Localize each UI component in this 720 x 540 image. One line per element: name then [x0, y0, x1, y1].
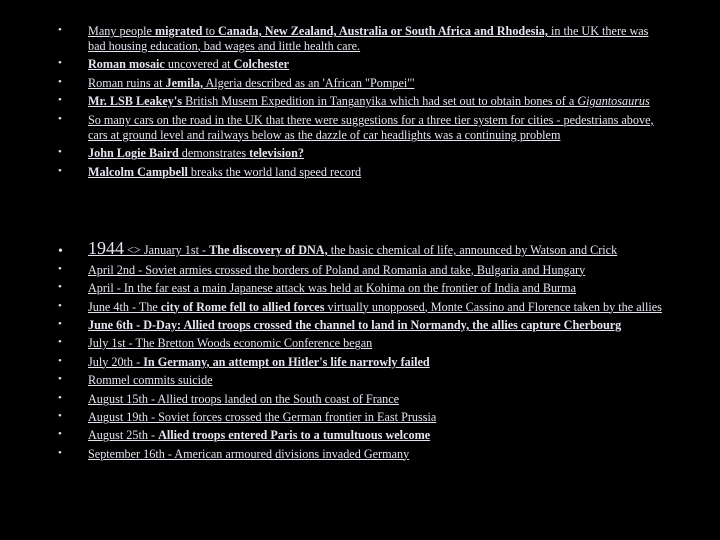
list-item — [0, 410, 720, 425]
bullet-icon: • — [58, 299, 62, 312]
list-item — [0, 165, 720, 180]
text-segment: The discovery of DNA, — [209, 243, 328, 257]
text-segment: Jemila, — [165, 75, 204, 90]
list-item — [0, 94, 720, 109]
text-segment: demonstrates — [178, 146, 250, 161]
events-list-1944 — [0, 240, 720, 465]
text-segment: June 6th - D-Day: Allied troops crossed the channel to land in Normandy, the allies capture Cherbourg — [88, 317, 622, 332]
bullet-icon: • — [58, 112, 62, 125]
text-segment: in the UK there was bad housing education, bad wages and little health care. — [88, 24, 649, 53]
text-segment: August 25th - — [88, 428, 159, 443]
bullet-icon: • — [58, 24, 62, 36]
list-item-text[interactable] — [88, 318, 668, 333]
bullet-icon: • — [58, 146, 62, 159]
list-item-text[interactable] — [88, 76, 668, 91]
list-item — [0, 146, 720, 161]
text-segment: August 15th - Allied troops landed on the South coast of France — [88, 391, 400, 406]
bullet-icon: • — [58, 446, 62, 459]
bullet-icon: • — [58, 391, 62, 404]
text-segment: In Germany, an attempt on Hitler's life narrowly failed — [143, 354, 430, 369]
list-item — [0, 24, 720, 53]
text-segment: virtually unopposed, Monte Cassino and Florence taken by the allies — [324, 299, 662, 314]
text-segment: April 2nd - Soviet armies crossed the borders of Poland and Romania and take, Bulgaria and Hungary — [88, 262, 586, 277]
text-segment: July 1st - The Bretton Woods economic Conference began — [88, 336, 373, 351]
text-segment: Roman mosaic — [88, 57, 165, 72]
text-segment: <> January 1st - — [124, 243, 210, 257]
text-segment: Mr. LSB Leakey's — [88, 94, 183, 109]
list-item — [0, 428, 720, 443]
bullet-icon: • — [58, 373, 62, 386]
list-item — [0, 76, 720, 91]
text-segment: September 16th - American armoured divisions invaded Germany — [88, 446, 410, 461]
text-segment: Allied troops entered Paris to a tumultuous welcome — [158, 428, 431, 443]
bullet-icon: • — [58, 354, 62, 367]
list-item-text[interactable] — [88, 24, 668, 53]
text-segment: Rommel commits suicide — [88, 373, 213, 388]
text-segment: migrated — [155, 24, 203, 38]
list-item-text[interactable] — [88, 57, 668, 72]
list-item-text[interactable] — [88, 281, 668, 296]
text-segment: the basic chemical of life, announced by Watson and Crick — [327, 243, 618, 257]
list-item-text[interactable] — [88, 355, 668, 370]
text-segment: So many cars on the road in the UK that there were suggestions for a three tier system for cities - pedestrians above, cars at ground level and railways below as the dazzle of car headlights was a continuing problem — [88, 112, 654, 142]
text-segment: Malcolm Campbell — [88, 164, 188, 179]
list-item-text[interactable] — [88, 428, 668, 443]
text-segment: Colchester — [233, 57, 290, 72]
list-item — [0, 263, 720, 278]
text-segment: Roman ruins at — [88, 75, 166, 90]
bullet-icon: • — [58, 75, 62, 88]
list-item-text[interactable] — [88, 447, 668, 462]
events-list-1 — [0, 24, 720, 183]
bullet-icon: • — [58, 428, 62, 441]
list-item-text[interactable] — [88, 300, 668, 315]
text-segment: Many people — [88, 24, 156, 38]
text-segment: June 4th - The — [88, 299, 161, 314]
text-segment: uncovered at — [164, 57, 234, 72]
list-item-text[interactable] — [88, 240, 668, 259]
bullet-icon: • — [58, 57, 62, 70]
list-item-text[interactable] — [88, 392, 668, 407]
list-item — [0, 392, 720, 407]
text-segment: Canada, New Zealand, Australia or South Africa and Rhodesia, — [217, 24, 548, 38]
text-segment: British Musem Expedition in Tanganyika which had set out to obtain bones of a — [182, 94, 578, 109]
text-segment: city of Rome fell to allied forces — [160, 299, 325, 314]
text-segment: Gigantosaurus — [577, 94, 650, 109]
bullet-icon: • — [58, 164, 62, 177]
text-segment: April - In the far east a main Japanese attack was held at Kohima on the frontier of India and Burma — [88, 281, 576, 296]
list-item — [0, 57, 720, 72]
list-item-text[interactable] — [88, 373, 668, 388]
bullet-icon: • — [58, 262, 62, 275]
list-item-text[interactable] — [88, 263, 668, 278]
text-segment: to — [202, 24, 218, 38]
list-item — [0, 240, 720, 259]
list-item-text[interactable] — [88, 410, 668, 425]
list-item-text[interactable] — [88, 94, 668, 109]
bullet-icon: • — [58, 244, 63, 259]
list-item-text[interactable] — [88, 146, 668, 161]
list-item — [0, 336, 720, 351]
text-segment: Algeria described as an 'African "Pompei"' — [203, 75, 415, 90]
list-item — [0, 373, 720, 388]
text-segment: July 20th - — [88, 354, 144, 369]
bullet-icon: • — [58, 317, 62, 330]
list-item — [0, 300, 720, 315]
list-item-text[interactable] — [88, 113, 668, 142]
text-segment: August 19th - Soviet forces crossed the German frontier in East Prussia — [88, 409, 437, 424]
bullet-icon: • — [58, 94, 62, 107]
year-heading: 1944 — [88, 238, 124, 258]
text-segment: John Logie Baird — [88, 146, 179, 161]
list-item-text[interactable] — [88, 336, 668, 351]
bullet-icon: • — [58, 336, 62, 349]
list-item — [0, 447, 720, 462]
list-item — [0, 355, 720, 370]
bullet-icon: • — [58, 281, 62, 294]
bullet-icon: • — [58, 409, 62, 422]
text-segment: breaks the world land speed record — [187, 164, 362, 179]
text-segment: television? — [249, 146, 304, 161]
list-item — [0, 318, 720, 333]
list-item-text[interactable] — [88, 165, 668, 180]
list-item — [0, 113, 720, 142]
list-item — [0, 281, 720, 296]
